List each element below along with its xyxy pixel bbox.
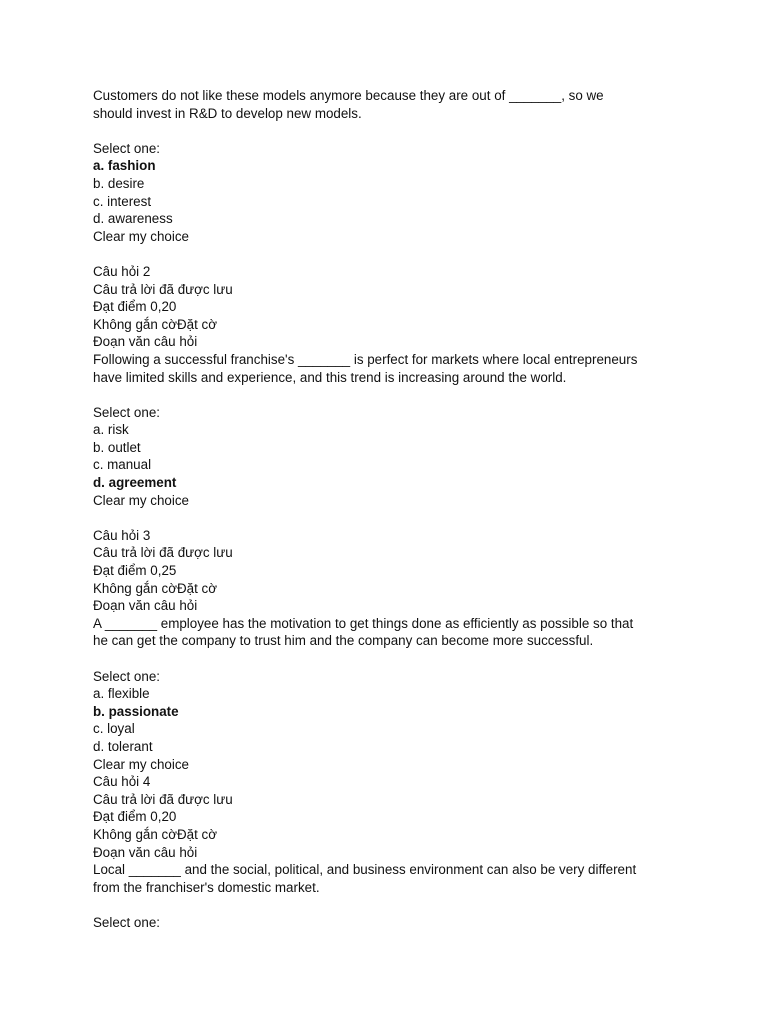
question-3-status: Câu trả lời đã được lưu [93,545,233,561]
question-1-select-label: Select one: [93,140,160,156]
question-3-heading: Câu hỏi 3 [93,527,151,543]
question-3-text-line-2: he can get the company to trust him and the company can become more successful. [93,633,594,649]
question-1-option-b[interactable]: b. desire [93,175,145,191]
question-1 [93,87,683,245]
question-3-option-b[interactable]: b. passionate [93,703,179,719]
question-3-option-c[interactable]: c. loyal [93,721,135,737]
question-3-text-label: Đoạn văn câu hỏi [93,598,198,614]
question-3-select-label: Select one: [93,668,160,684]
question-2-option-d[interactable]: d. agreement [93,475,177,491]
question-3-flag[interactable]: Không gắn cờĐặt cờ [93,580,218,596]
question-1-clear-choice[interactable]: Clear my choice [93,228,189,244]
question-1-option-d[interactable]: d. awareness [93,211,173,227]
question-2-heading: Câu hỏi 2 [93,263,151,279]
question-2-clear-choice[interactable]: Clear my choice [93,492,189,508]
question-2-status: Câu trả lời đã được lưu [93,281,233,297]
question-4-heading: Câu hỏi 4 [93,774,151,790]
question-1-option-c[interactable]: c. interest [93,193,152,209]
question-3-option-a[interactable]: a. flexible [93,686,150,702]
question-2-points: Đạt điểm 0,20 [93,299,177,315]
question-2-text-line-1: Following a successful franchise's _______ is perfect for markets where local entrepreneurs [93,351,638,367]
question-1-text-line-1: Customers do not like these models anymore because they are out of _______, so we [93,88,604,103]
question-2-flag[interactable]: Không gắn cờĐặt cờ [93,316,218,332]
question-2-option-b[interactable]: b. outlet [93,439,141,455]
question-4-text-line-1: Local _______ and the social, political, and business environment can also be very different [93,862,637,878]
question-3-clear-choice[interactable]: Clear my choice [93,756,189,772]
quiz-content [93,87,683,932]
question-2-select-label: Select one: [93,404,160,420]
question-4-points: Đạt điểm 0,20 [93,809,177,825]
question-3-points: Đạt điểm 0,25 [93,563,177,579]
question-4-text-label: Đoạn văn câu hỏi [93,844,198,860]
question-4-flag[interactable]: Không gắn cờĐặt cờ [93,826,218,842]
question-4 [93,773,683,931]
question-2-option-c[interactable]: c. manual [93,457,152,473]
question-3-text-line-1: A _______ employee has the motivation to get things done as efficiently as possible so that [93,615,634,631]
question-4-status: Câu trả lời đã được lưu [93,791,233,807]
question-4-select-label: Select one: [93,914,160,930]
question-2 [93,263,683,509]
question-4-text-line-2: from the franchiser's domestic market. [93,879,320,895]
question-2-option-a[interactable]: a. risk [93,422,129,438]
question-2-text-line-2: have limited skills and experience, and this trend is increasing around the world. [93,369,567,385]
question-1-text-line-2: should invest in R&D to develop new models. [93,105,362,121]
question-1-option-a[interactable]: a. fashion [93,158,156,174]
question-3-option-d[interactable]: d. tolerant [93,738,153,754]
question-2-text-label: Đoạn văn câu hỏi [93,334,198,350]
question-3 [93,527,683,773]
